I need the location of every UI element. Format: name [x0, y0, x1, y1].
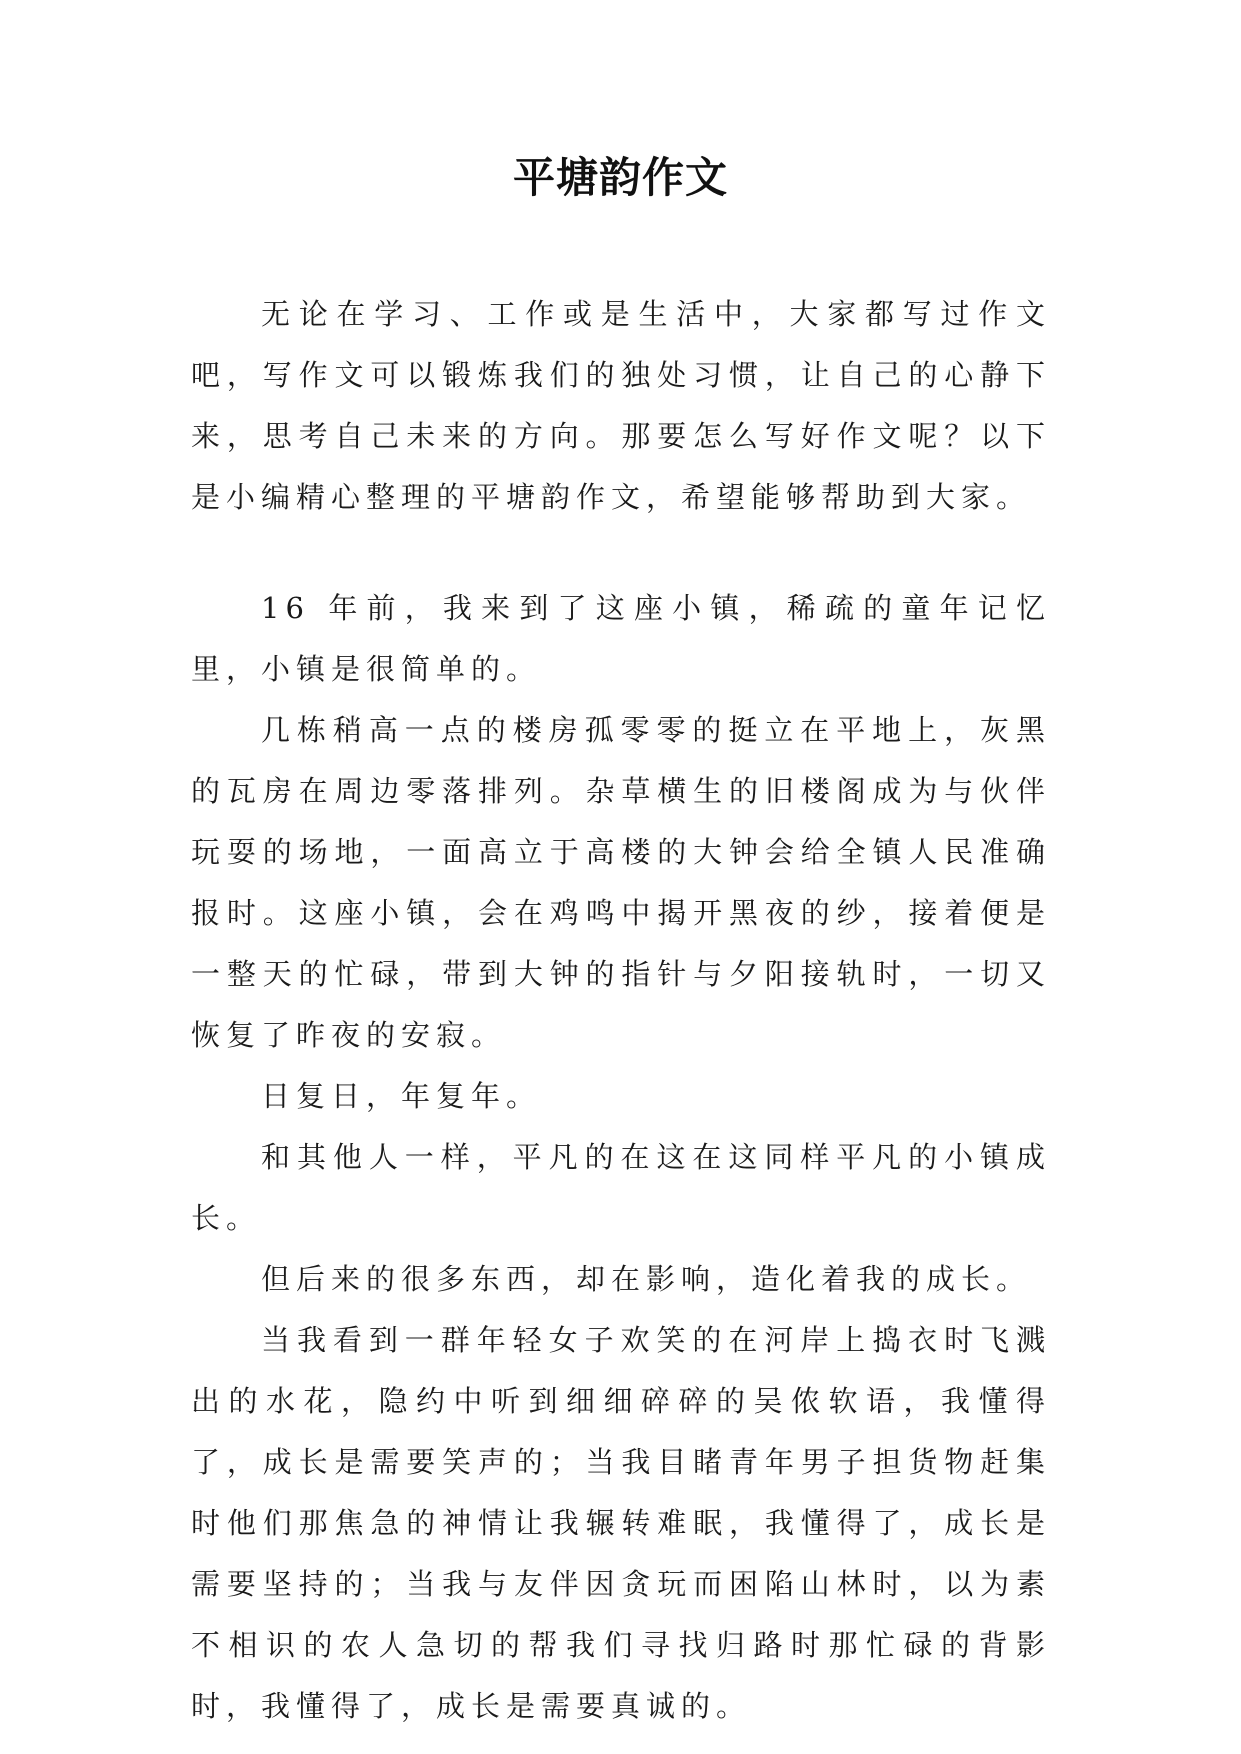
document-title: 平塘韵作文: [512, 153, 728, 202]
essay-paragraph: 和其他人一样，平凡的在这在这同样平凡的小镇成长。: [191, 1140, 1051, 1235]
essay-paragraph: 当我看到一群年轻女子欢笑的在河岸上捣衣时飞溅出的水花，隐约中听到细细碎碎的吴侬软语，我懂得了，成长是需要笑声的；当我目睹青年男子担货物赶集时他们那焦急的神情让我辗转难眠，我懂得了，成长是需要坚持的；当我与友伴因贪玩而困陷山林时，以为素不相识的农人急切的帮我们寻找归路时那忙碌的背影时，我懂得了，成长是需要真诚的。: [191, 1323, 1051, 1723]
intro-section: [191, 284, 1051, 528]
intro-paragraph: 无论在学习、工作或是生活中，大家都写过作文吧，写作文可以锻炼我们的独处习惯，让自己的心静下来，思考自己未来的方向。那要怎么写好作文呢？以下是小编精心整理的平塘韵作文，希望能够帮助到大家。: [191, 297, 1051, 514]
essay-paragraph: 16 年前，我来到了这座小镇，稀疏的童年记忆里，小镇是很简单的。: [191, 591, 1051, 686]
essay-body: [191, 578, 1051, 1737]
essay-paragraph: 但后来的很多东西，却在影响，造化着我的成长。: [261, 1262, 1032, 1296]
essay-paragraph: 几栋稍高一点的楼房孤零零的挺立在平地上，灰黑的瓦房在周边零落排列。杂草横生的旧楼阁成为与伙伴玩耍的场地，一面高立于高楼的大钟会给全镇人民准确报时。这座小镇，会在鸡鸣中揭开黑夜的纱，接着便是一整天的忙碌，带到大钟的指针与夕阳接轨时，一切又恢复了昨夜的安寂。: [191, 713, 1051, 1052]
essay-paragraph: 日复日，年复年。: [261, 1079, 542, 1113]
